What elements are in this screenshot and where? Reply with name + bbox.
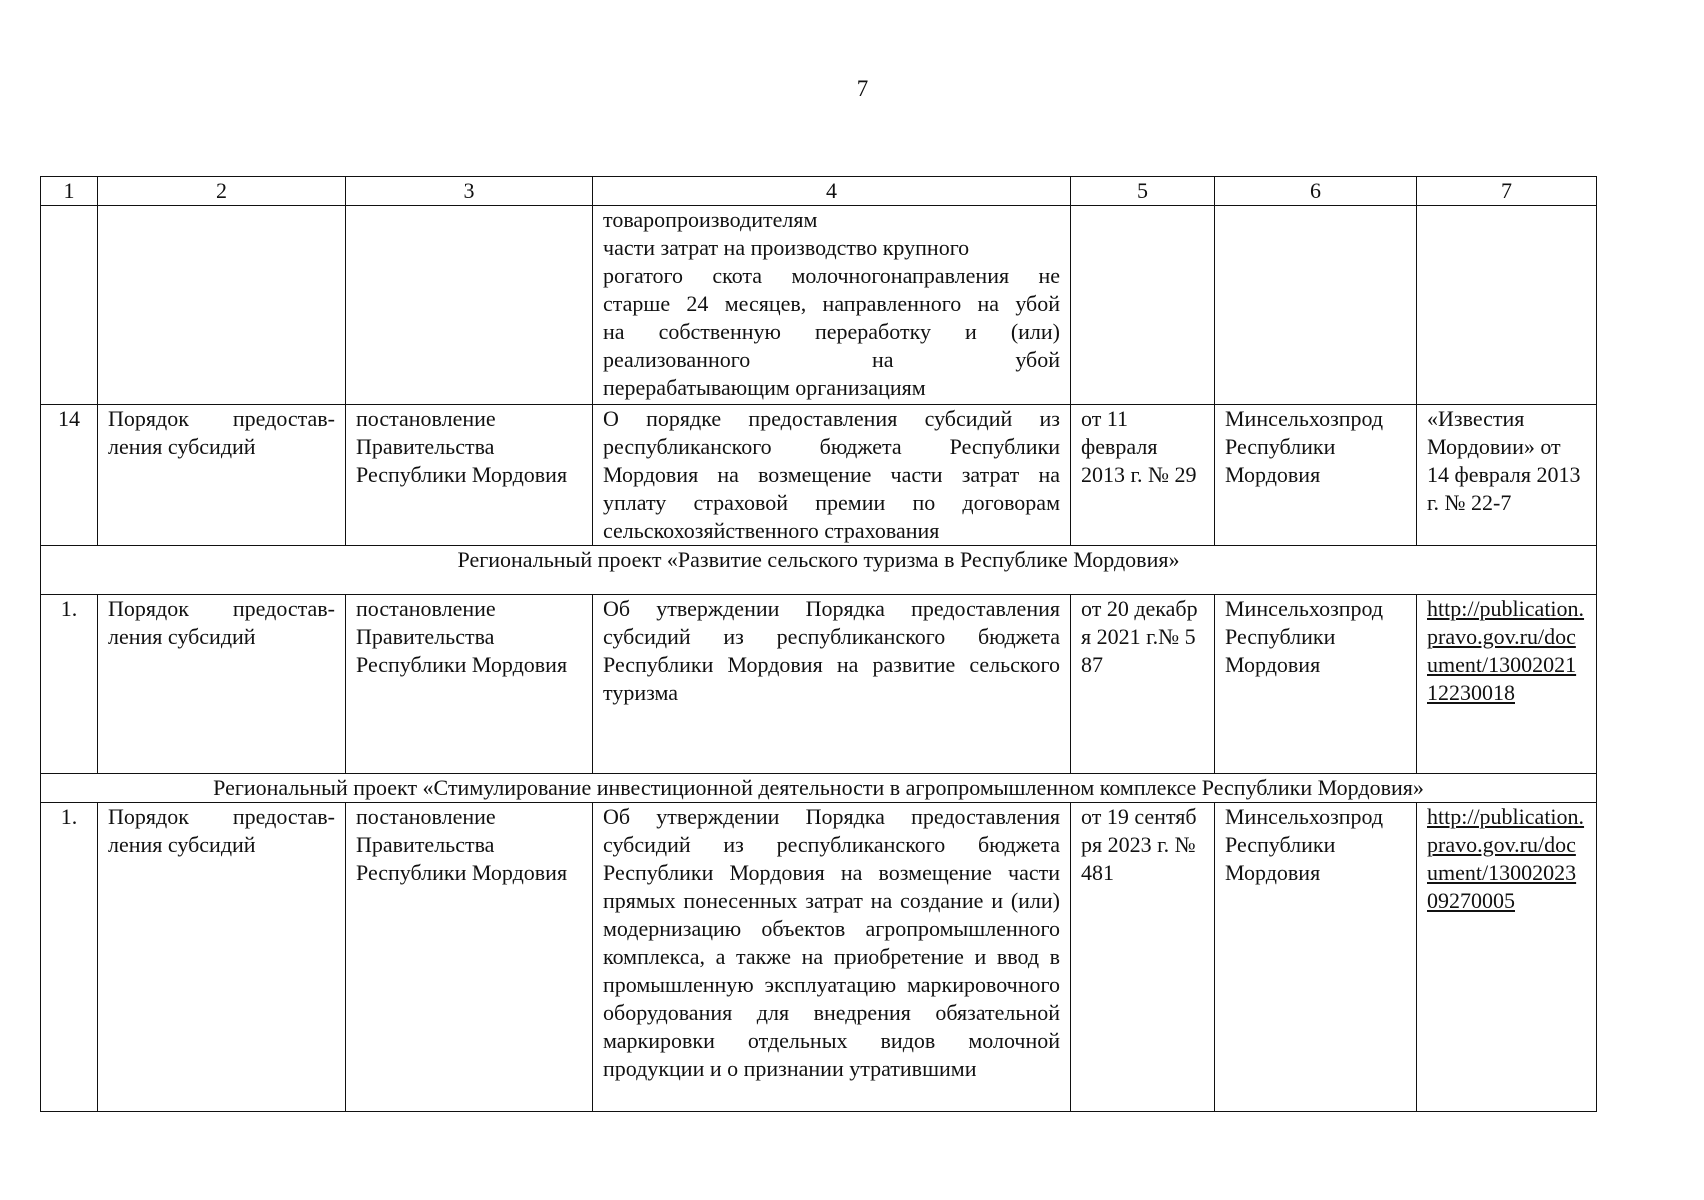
- cell-act: постановление Правительства Республики Мордовия: [346, 595, 593, 774]
- header-row: [41, 177, 1597, 206]
- cell-num: [41, 206, 98, 405]
- cell-act: постановление Правительства Республики Мордовия: [346, 803, 593, 1112]
- cell-num: 1.: [41, 595, 98, 774]
- table-row: [41, 206, 1597, 405]
- section-title: Региональный проект «Стимулирование инвестиционной деятельности в агропромышленном комплексе Республики Мордовия»: [41, 774, 1597, 803]
- cell-source: [1417, 803, 1597, 1112]
- cell-date: от 11 февраля 2013 г. № 29: [1071, 405, 1215, 546]
- cell-source: [1417, 595, 1597, 774]
- cell-date: от 20 декабря 2021 г.№ 5 87: [1071, 595, 1215, 774]
- cell-ministry: [1215, 206, 1417, 405]
- table-row: [41, 595, 1597, 774]
- document-link[interactable]: http://publication.pravo.gov.ru/document/1300202112230018: [1427, 596, 1585, 705]
- cell-source: «Известия Мордовии» от 14 февраля 2013 г. № 22-7: [1417, 405, 1597, 546]
- section-title: Региональный проект «Развитие сельского туризма в Республике Мордовия»: [41, 546, 1597, 595]
- table-row: [41, 405, 1597, 546]
- header-col-1: 1: [41, 177, 98, 206]
- description-line: товаропроизводителям: [603, 207, 818, 232]
- cell-act: [346, 206, 593, 405]
- cell-description: Об утверждении Порядка предоставления субсидий из республиканского бюджета Республики Мордовия на возмещение части прямых понесенных затрат на создание и (или) модернизацию объектов агропромышленного комплекса, а также на приобретение и ввод в промышленную эксплуатацию маркировочного оборудования для внедрения обязательной маркировки отдельных видов молочной продукции и о признании утратившими: [593, 803, 1071, 1112]
- page-number: 7: [856, 76, 869, 101]
- cell-ministry: Минсельхозпрод Республики Мордовия: [1215, 595, 1417, 774]
- description-line: рогатого скота молочногонаправления не: [603, 263, 1060, 288]
- document-link[interactable]: http://publication.pravo.gov.ru/document/1300202309270005: [1427, 804, 1585, 913]
- description-line: перерабатывающим организациям: [603, 375, 926, 400]
- description-line: старше 24 месяцев, направленного на убой: [603, 291, 1060, 316]
- header-col-3: 3: [346, 177, 593, 206]
- cell-act: постановление Правительства Республики Мордовия: [346, 405, 593, 546]
- cell-type: [98, 206, 346, 405]
- cell-ministry: Минсельхозпрод Республики Мордовия: [1215, 405, 1417, 546]
- cell-source: [1417, 206, 1597, 405]
- table-row: [41, 803, 1597, 1112]
- header-col-2: 2: [98, 177, 346, 206]
- cell-num: 14: [41, 405, 98, 546]
- description-line: части затрат на производство крупного: [603, 235, 970, 260]
- section-row: [41, 546, 1597, 595]
- cell-date: от 19 сентября 2023 г. № 481: [1071, 803, 1215, 1112]
- description-line: на собственную переработку и (или): [603, 319, 1060, 344]
- legal-acts-table: [40, 176, 1597, 1112]
- header-col-7: 7: [1417, 177, 1597, 206]
- cell-description: Об утверждении Порядка предоставления субсидий из республиканского бюджета Республики Мордовия на развитие сельского туризма: [593, 595, 1071, 774]
- cell-ministry: Минсельхозпрод Республики Мордовия: [1215, 803, 1417, 1112]
- cell-num: 1.: [41, 803, 98, 1112]
- header-col-5: 5: [1071, 177, 1215, 206]
- header-col-6: 6: [1215, 177, 1417, 206]
- section-row: [41, 774, 1597, 803]
- cell-description: О порядке предоставления субсидий из республиканского бюджета Республики Мордовия на возмещение части затрат на уплату страховой премии по договорам сельскохозяйственного страхования: [593, 405, 1071, 546]
- header-col-4: 4: [593, 177, 1071, 206]
- description-line: реализованного на убой: [603, 347, 1060, 372]
- cell-type: Порядок предостав-ления субсидий: [98, 405, 346, 546]
- cell-type: Порядок предостав-ления субсидий: [98, 595, 346, 774]
- cell-description: [593, 206, 1071, 405]
- cell-date: [1071, 206, 1215, 405]
- cell-type: Порядок предостав-ления субсидий: [98, 803, 346, 1112]
